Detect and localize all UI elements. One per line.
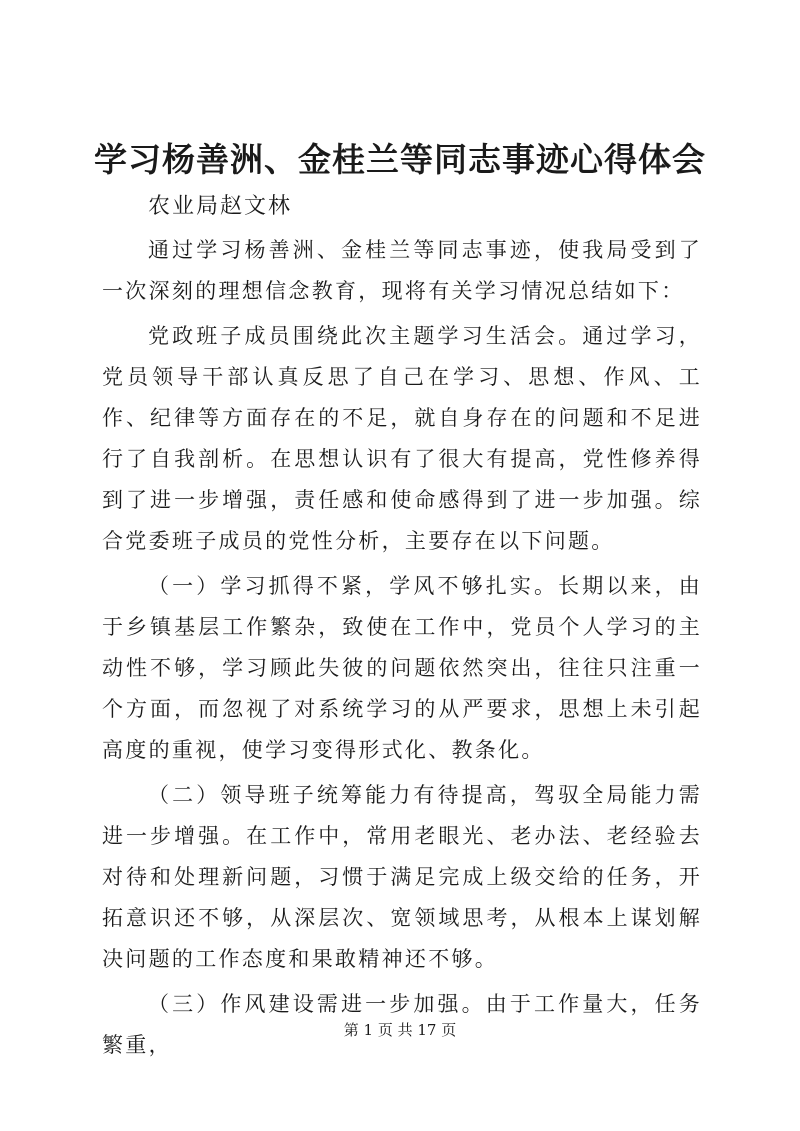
page-number-footer: 第 1 页 共 17 页 <box>343 1021 457 1039</box>
document-body <box>102 230 702 1070</box>
paragraph: 通过学习杨善洲、金桂兰等同志事迹，使我局受到了一次深刻的理想信念教育，现将有关学习情况总结如下： <box>102 238 702 303</box>
paragraph: （一）学习抓得不紧，学风不够扎实。长期以来，由于乡镇基层工作繁杂，致使在工作中，党员个人学习的主动性不够，学习顾此失彼的问题依然突出，往往只注重一个方面，而忽视了对系统学习的从严要求，思想上未引起高度的重视，使学习变得形式化、教条化。 <box>102 574 702 762</box>
paragraph: 党政班子成员围绕此次主题学习生活会。通过学习，党员领导干部认真反思了自己在学习、思想、作风、工作、纪律等方面存在的不足，就自身存在的问题和不足进行了自我剖析。在思想认识有了很大有提高，党性修养得到了进一步增强，责任感和使命感得到了进一步加强。综合党委班子成员的党性分析，主要存在以下问题。 <box>102 324 702 553</box>
paragraph: （三）作风建设需进一步加强。由于工作量大，任务繁重， <box>102 992 702 1057</box>
document-title: 学习杨善洲、金桂兰等同志事迹心得体会 <box>94 140 706 179</box>
paragraph: （二）领导班子统筹能力有待提高，驾驭全局能力需进一步增强。在工作中，常用老眼光、老办法、老经验去对待和处理新问题，习惯于满足完成上级交给的任务，开拓意识还不够，从深层次、宽领域思考，从根本上谋划解决问题的工作态度和果敢精神还不够。 <box>102 783 702 971</box>
author-line: 农业局赵文林 <box>148 194 293 219</box>
